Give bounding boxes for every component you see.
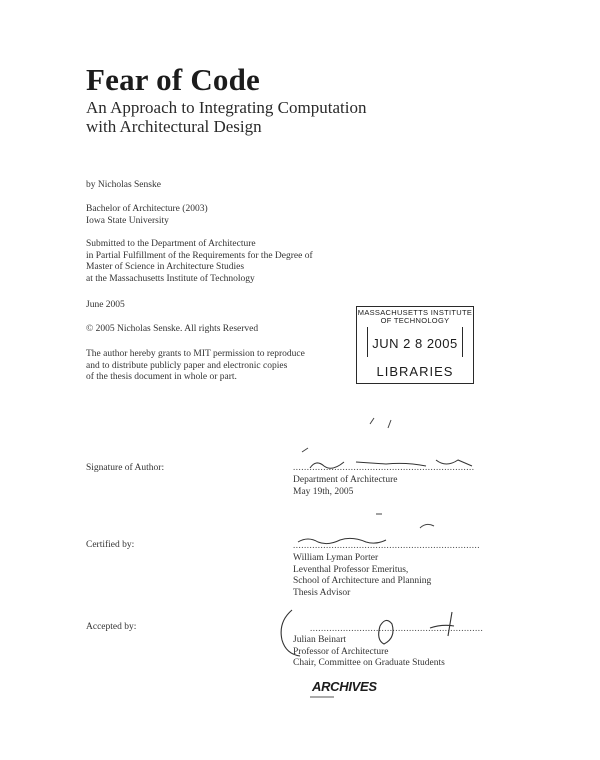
submission-line: Master of Science in Architecture Studies [86,262,245,272]
author-department-name: Department of Architecture [293,475,398,485]
submission-line: Submitted to the Department of Architecture [86,239,256,249]
stamp-institution [357,309,473,325]
permission-line: and to distribute publicly paper and electronic copies [86,360,288,371]
copyright-line: © 2005 Nicholas Senske. All rights Reserved [86,324,259,334]
mit-libraries-stamp [356,306,474,384]
permission-line: The author hereby grants to MIT permission to reproduce [86,349,305,359]
prior-degree-line: Bachelor of Architecture (2003) [86,204,208,214]
thesis-subtitle [86,98,366,136]
stamp-date: JUN 2 8 2005 [372,336,458,351]
certified-signature-line: .................................................................... [293,540,480,550]
accepted-signature-line: ............................................................... [310,623,484,633]
archives-underline [308,694,348,700]
stamp-institution-line: MASSACHUSETTS INSTITUTE [357,308,473,317]
advisor-name: William Lyman Porter [293,553,379,563]
chair-title: Chair, Committee on Graduate Students [293,658,445,668]
chair-name: Julian Beinart [293,635,347,645]
prior-degree-line: Iowa State University [86,215,169,226]
signature-author-label: Signature of Author: [86,463,165,473]
stamp-date-box [367,327,463,357]
certified-by-label: Certified by: [86,540,135,550]
advisor-title: Leventhal Professor Emeritus, [293,564,409,575]
author-signature-date: May 19th, 2005 [293,486,354,497]
advisor-signature-scribble [294,532,434,548]
stamp-label: LIBRARIES [376,364,454,379]
chair-title: Professor of Architecture [293,646,389,657]
submission-line: at the Massachusetts Institute of Technology [86,273,255,284]
chair-block [293,635,445,670]
advisor-title: Thesis Advisor [293,587,351,598]
advisor-block [293,553,431,599]
subtitle-line: with Architectural Design [86,117,262,136]
advisor-title: School of Architecture and Planning [293,576,432,586]
subtitle-line: An Approach to Integrating Computation [86,98,367,117]
submission-statement [86,239,313,285]
accepted-by-label: Accepted by: [86,622,137,632]
prior-degree [86,204,208,227]
archives-stamp: ARCHIVES [312,679,377,694]
author-signature-scribble [296,452,496,474]
submission-date: June 2005 [86,300,125,310]
thesis-title: Fear of Code [86,62,261,97]
author-line: by Nicholas Senske [86,180,161,190]
signature-author-line: .................................................................. [293,462,475,472]
submission-line: in Partial Fulfillment of the Requirements for the Degree of [86,250,313,261]
stamp-institution-line: OF TECHNOLOGY [380,316,450,325]
permission-line: of the thesis document in whole or part. [86,372,237,382]
author-department [293,475,397,498]
permission-statement [86,349,305,384]
stray-marks [290,414,420,454]
